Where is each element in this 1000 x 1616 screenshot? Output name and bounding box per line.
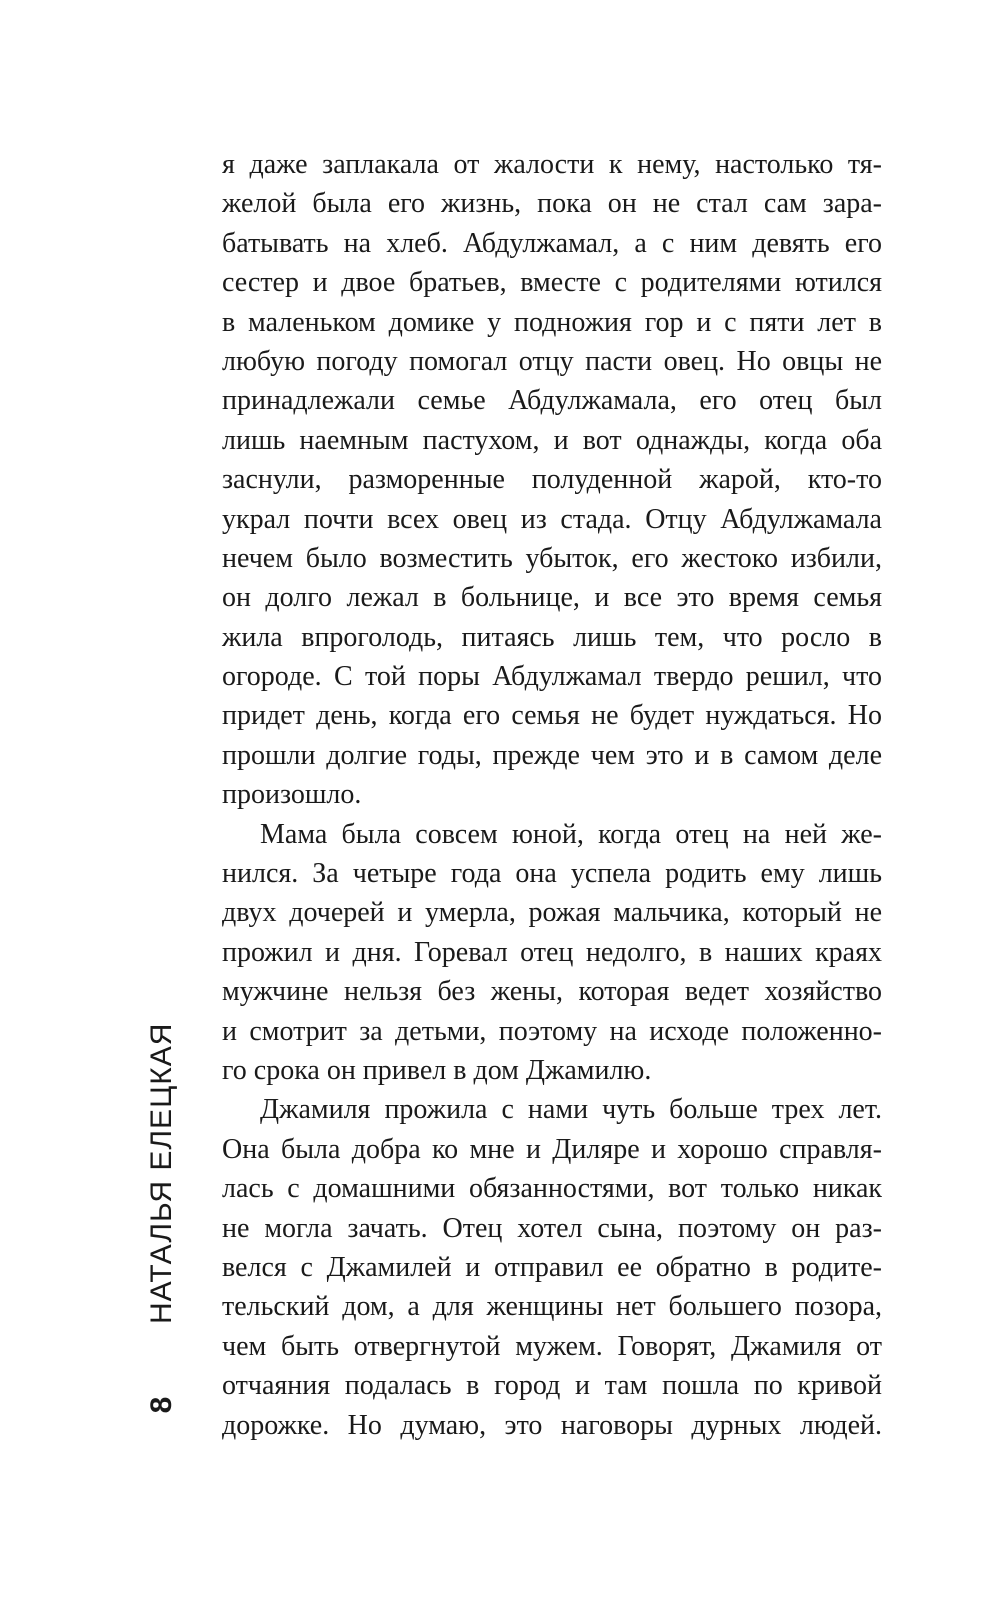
text-line: украл почти всех овец из стада. Отцу Абдулжамала: [222, 503, 882, 535]
text-line: Мама была совсем юной, когда отец на ней же-: [260, 818, 882, 850]
text-line: мужчине нельзя без жены, которая ведет хозяйство: [222, 976, 882, 1008]
text-line: Джамиля прожила с нами чуть больше трех лет.: [260, 1094, 882, 1126]
text-line: прожил и дня. Горевал отец недолго, в наших краях: [222, 936, 882, 968]
text-line: отчаяния подалась в город и там пошла по кривой: [222, 1370, 882, 1402]
text-line: лишь наемным пастухом, и вот однажды, когда оба: [222, 424, 882, 456]
page-number: 8: [145, 1396, 178, 1414]
text-line: батывать на хлеб. Абдулжамал, а с ним девять его: [222, 227, 882, 259]
body-text: [222, 145, 882, 1445]
text-line: любую погоду помогал отцу пасти овец. Но овцы не: [222, 345, 882, 377]
text-line: го срока он привел в дом Джамилю.: [222, 1054, 652, 1086]
text-line: двух дочерей и умерла, рожая мальчика, который не: [222, 897, 882, 929]
text-line: заснули, разморенные полуденной жарой, кто-то: [222, 464, 882, 496]
text-line: придет день, когда его семья не будет нуждаться. Но: [222, 700, 882, 732]
text-line: и смотрит за детьми, поэтому на исходе положенно-: [222, 1015, 882, 1047]
text-line: не могла зачать. Отец хотел сына, поэтому он раз-: [222, 1212, 882, 1244]
text-line: жила впроголодь, питаясь лишь тем, что росло в: [222, 621, 882, 653]
text-line: дорожке. Но думаю, это наговоры дурных людей.: [222, 1409, 882, 1441]
text-line: велся с Джамилей и отправил ее обратно в родите-: [222, 1251, 882, 1283]
text-line: чем быть отвергнутой мужем. Говорят, Джамиля от: [222, 1330, 882, 1362]
text-line: в маленьком домике у подножия гор и с пяти лет в: [222, 306, 882, 338]
text-line: принадлежали семье Абдулжамала, его отец был: [222, 385, 882, 417]
text-line: нечем было возместить убыток, его жестоко избили,: [222, 542, 882, 574]
text-line: произошло.: [222, 779, 362, 811]
text-line: Она была добра ко мне и Диляре и хорошо справля-: [222, 1133, 882, 1165]
text-line: огороде. С той поры Абдулжамал твердо решил, что: [222, 661, 882, 693]
text-line: желой была его жизнь, пока он не стал сам зара-: [222, 188, 882, 220]
running-head-author: НАТАЛЬЯ ЕЛЕЦКАЯ: [145, 1022, 178, 1324]
text-line: он долго лежал в больнице, и все это время семья: [222, 582, 882, 614]
text-line: прошли долгие годы, прежде чем это и в самом деле: [222, 739, 882, 771]
text-line: нился. За четыре года она успела родить ему лишь: [222, 858, 882, 890]
text-line: тельский дом, а для женщины нет большего позора,: [222, 1291, 882, 1323]
text-line: сестер и двое братьев, вместе с родителями ютился: [222, 267, 882, 299]
text-line: я даже заплакала от жалости к нему, настолько тя-: [222, 149, 882, 180]
text-line: лась с домашними обязанностями, вот только никак: [222, 1173, 882, 1205]
